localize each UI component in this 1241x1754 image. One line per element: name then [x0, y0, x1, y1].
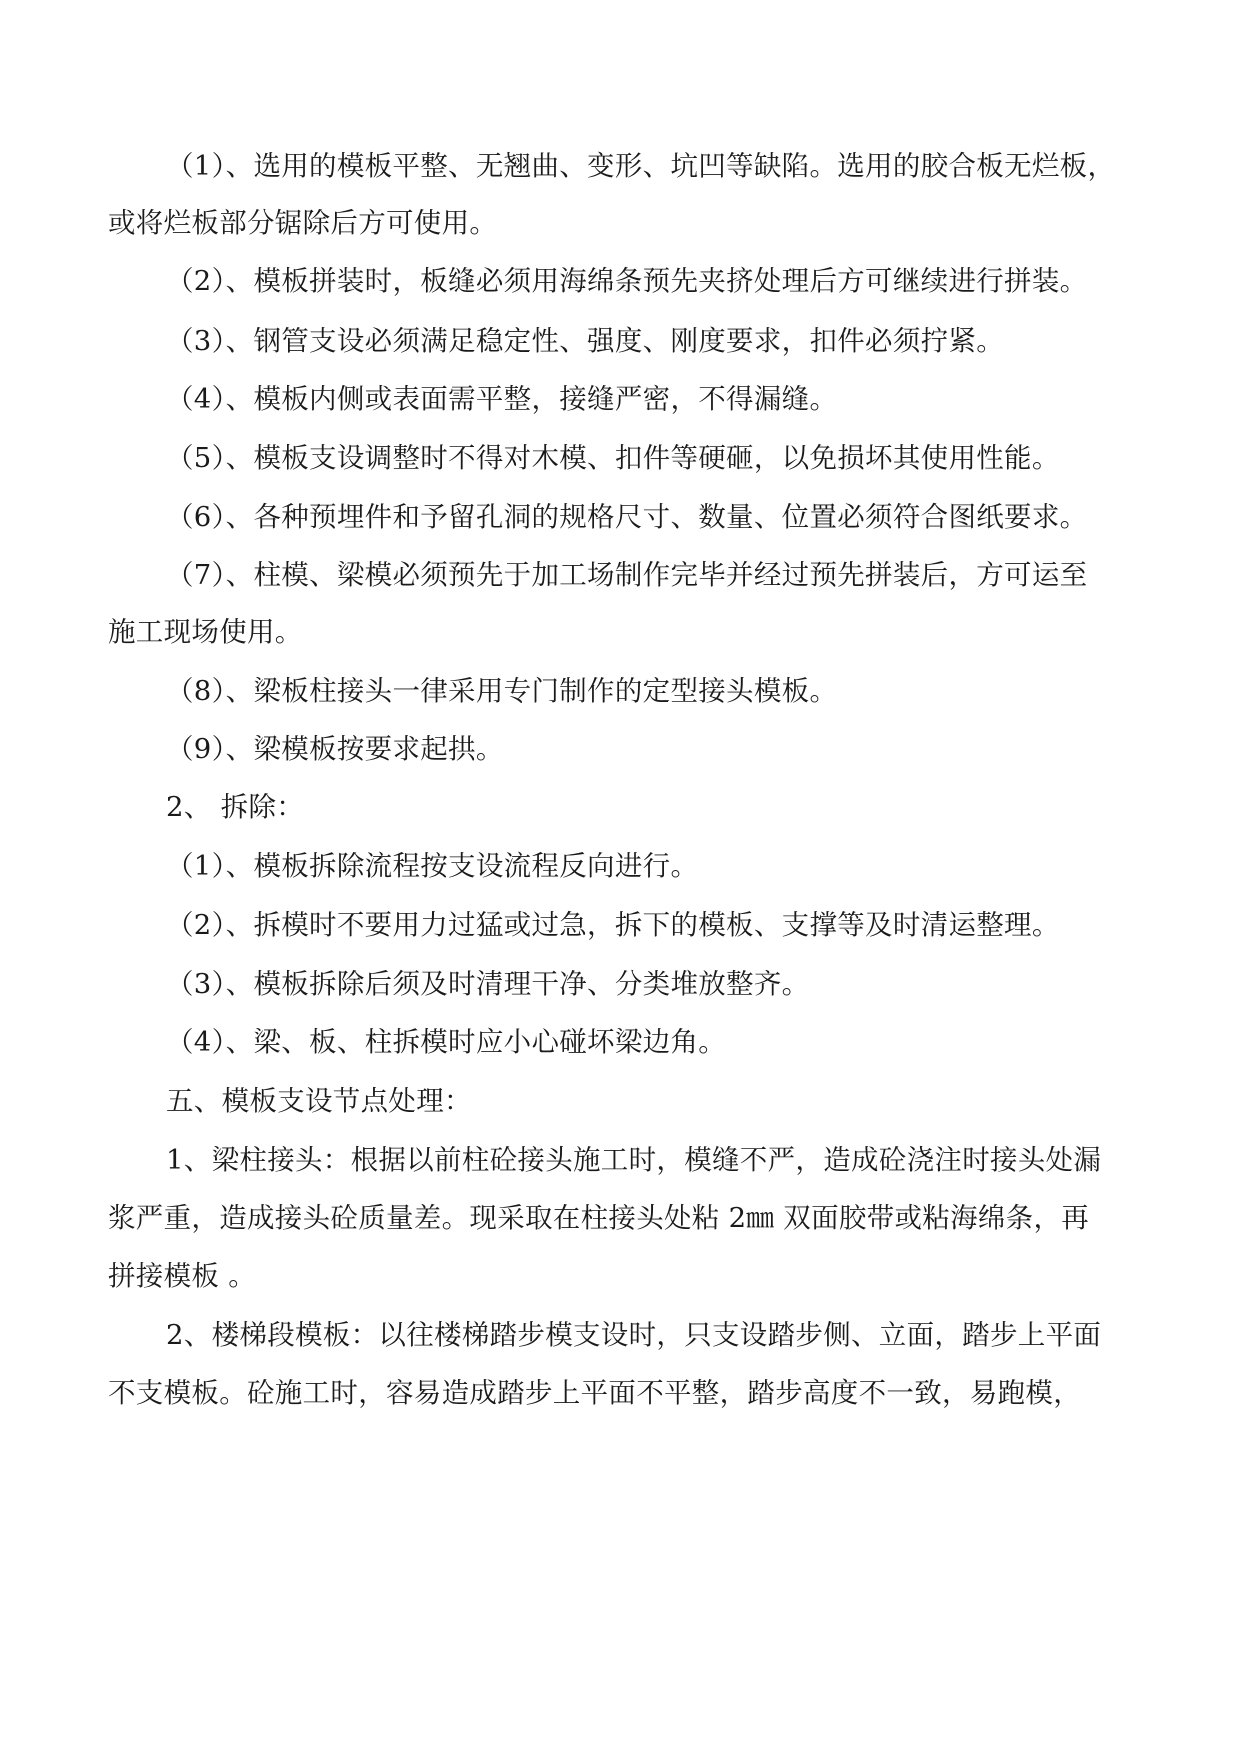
- paragraph-line: 拼接模板 。: [108, 1260, 257, 1292]
- paragraph-line: 施工现场使用。: [108, 616, 303, 648]
- paragraph-line: （6）、各种预埋件和予留孔洞的规格尺寸、数量、位置必须符合图纸要求。: [166, 501, 1088, 533]
- paragraph-line: （3）、钢管支设必须满足稳定性、强度、刚度要求，扣件必须拧紧。: [166, 325, 1005, 357]
- paragraph-line: （1）、选用的模板平整、无翘曲、变形、坑凹等缺陷。选用的胶合板无烂板，: [166, 150, 1116, 182]
- paragraph-line: 或将烂板部分锯除后方可使用。: [108, 207, 498, 239]
- paragraph-line: （4）、模板内侧或表面需平整，接缝严密，不得漏缝。: [166, 383, 838, 415]
- paragraph-line: （2）、拆模时不要用力过猛或过急，拆下的模板、支撑等及时清运整理。: [166, 909, 1060, 941]
- paragraph-line: （8）、梁板柱接头一律采用专门制作的定型接头模板。: [166, 675, 838, 707]
- paragraph-line: （7）、柱模、梁模必须预先于加工场制作完毕并经过预先拼装后，方可运至: [166, 559, 1088, 591]
- paragraph-line: 不支模板。砼施工时，容易造成踏步上平面不平整，踏步高度不一致，易跑模，: [108, 1377, 1081, 1409]
- paragraph-line: 1、梁柱接头：根据以前柱砼接头施工时，模缝不严，造成砼浇注时接头处漏: [166, 1144, 1102, 1176]
- section-heading: 五、模板支设节点处理：: [166, 1085, 472, 1117]
- paragraph-line: 2、楼梯段模板：以往楼梯踏步模支设时，只支设踏步侧、立面，踏步上平面: [166, 1319, 1102, 1351]
- paragraph-line: （4）、梁、板、柱拆模时应小心碰坏梁边角。: [166, 1026, 727, 1058]
- section-heading: 2、 拆除：: [166, 791, 305, 823]
- paragraph-line: （2）、模板拼装时，板缝必须用海绵条预先夹挤处理后方可继续进行拼装。: [166, 265, 1088, 297]
- paragraph-line: 浆严重，造成接头砼质量差。现采取在柱接头处粘 2㎜ 双面胶带或粘海绵条，再: [108, 1202, 1090, 1234]
- paragraph-line: （1）、模板拆除流程按支设流程反向进行。: [166, 850, 699, 882]
- paragraph-line: （3）、模板拆除后须及时清理干净、分类堆放整齐。: [166, 968, 810, 1000]
- paragraph-line: （5）、模板支设调整时不得对木模、扣件等硬砸，以免损坏其使用性能。: [166, 442, 1060, 474]
- paragraph-line: （9）、梁模板按要求起拱。: [166, 733, 504, 765]
